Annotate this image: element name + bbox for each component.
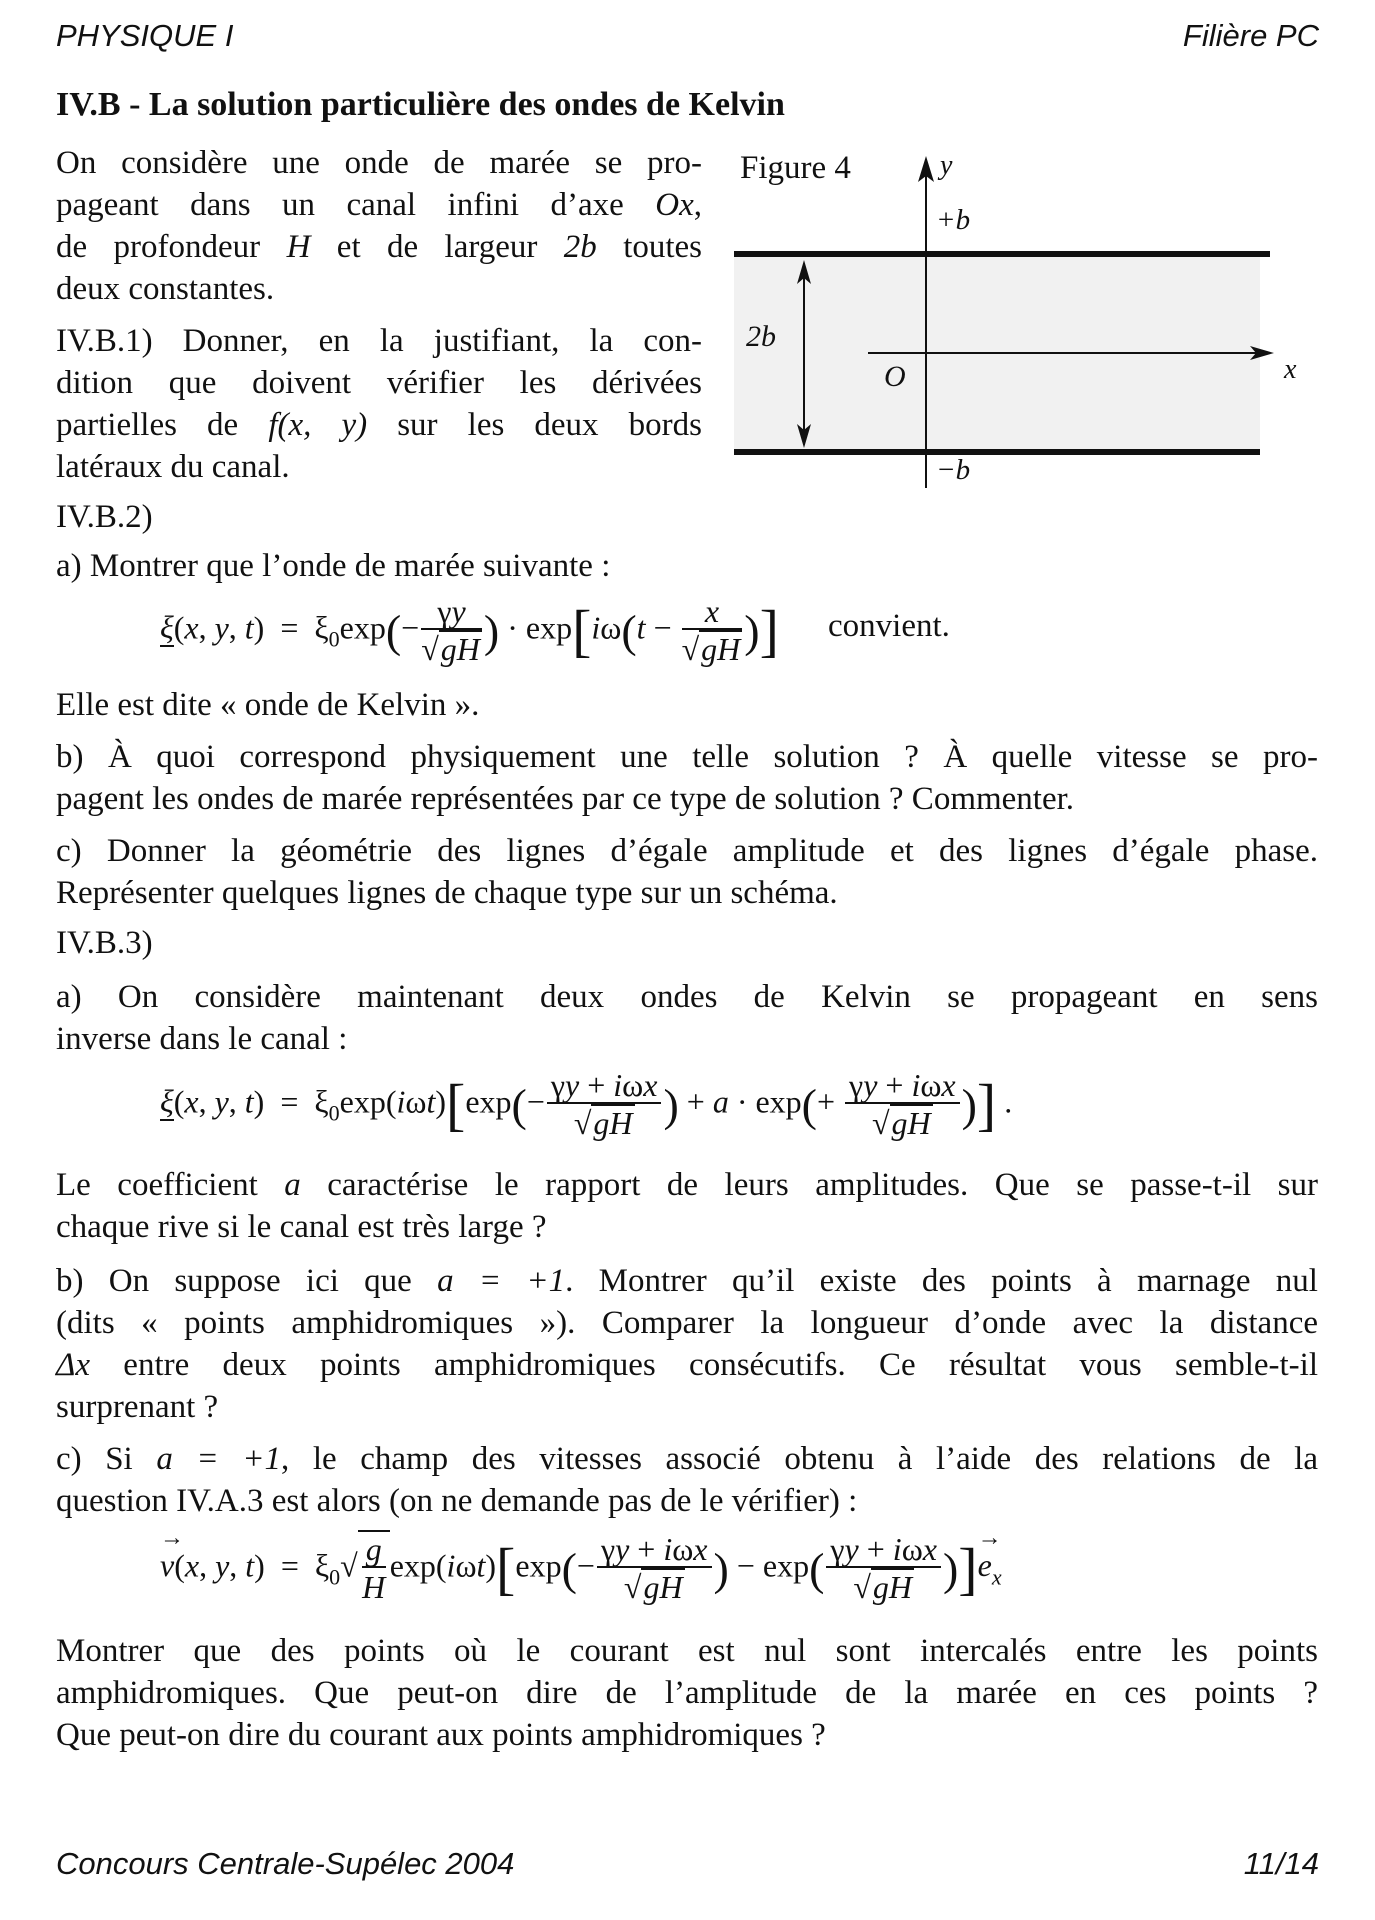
q2-b-line-2: pagent les ondes de marée représentées par ce type de solution ? Commenter. [56,781,1075,817]
final-line-1: Montrer que des points où le courant est nul sont intercalés entre les points [56,1633,1318,1669]
q3-c-line-2: question IV.A.3 est alors (on ne demande pas de le vérifier) : [56,1483,858,1519]
q2-c-line-1: c) Donner la géométrie des lignes d’égale amplitude et des lignes d’égale phase. [56,833,1318,869]
intro-line-2: pageant dans un canal infini d’axe Ox, [56,187,702,223]
x-axis-label: x [1284,354,1297,385]
q2-b-line-1: b) À quoi correspond physiquement une telle solution ? À quelle vitesse se pro- [56,739,1318,775]
q2-a-text: a) Montrer que l’onde de marée suivante : [56,548,611,584]
header-right: Filière PC [1182,18,1319,53]
q1-line-3: partielles de f(x, y) sur les deux bords [56,407,702,443]
section-title: IV.B - La solution particulière des ondes de Kelvin [56,86,785,123]
q3-b-line-1: b) On suppose ici que a = +1. Montrer qu’il existe des points à marnage nul [56,1263,1318,1299]
q2-label: IV.B.2) [56,499,153,535]
minus-b-label: −b [936,454,971,486]
figure-title: Figure 4 [740,150,851,186]
figure-4-canvas [718,148,1318,498]
intro-line-4: deux constantes. [56,271,275,307]
q3-b-line-3: Δx entre deux points amphidromiques consécutifs. Ce résultat vous semble-t-il [56,1347,1318,1383]
final-line-3: Que peut-on dire du courant aux points amphidromiques ? [56,1717,826,1753]
equation-velocity-field: → v(x, y, $t) = \xi_0√$ $\frac{g}{H}$ exp(iωt)[exp(− $\frac{\text{γy + iωx}}{√gH}$ ) − exp( $\frac{\text{γy + iωx}}{√gH}$ )]→ $e_x$ [160,1530,1002,1606]
footer-right: 11/14 [1243,1846,1319,1881]
origin-label: O [884,360,906,393]
q3-label: IV.B.3) [56,925,153,961]
q1-line-1: IV.B.1) Donner, en la justifiant, la con- [56,323,702,359]
q3-b-line-4: surprenant ? [56,1389,219,1425]
q1-line-4: latéraux du canal. [56,449,290,485]
q2-c-line-2: Représenter quelques lignes de chaque type sur un schéma. [56,875,838,911]
header-left: PHYSIQUE I [56,18,234,53]
figure-4 [718,148,1318,498]
plus-b-label: +b [936,204,971,236]
kelvin-definition: Elle est dite « onde de Kelvin ». [56,687,480,723]
intro-line-3: de profondeur H et de largeur 2b toutes [56,229,703,265]
q3-c-line-1: c) Si a = +1, le champ des vitesses associé obtenu à l’aide des relations de la [56,1441,1318,1477]
equation-kelvin-wave: ξ(x, y, $t) = \xi_0\exp(-$ $\frac{\gamma y}{√gH}$ ) · exp[iω(t − $\frac{x}{√gH}$ )] [160,593,779,667]
coef-line-2: chaque rive si le canal est très large ? [56,1209,547,1245]
final-line-2: amphidromiques. Que peut-on dire de l’amplitude de la marée en ces points ? [56,1675,1318,1711]
q3-a-line-2: inverse dans le canal : [56,1021,348,1057]
q3-b-line-2: (dits « points amphidromiques »). Comparer la longueur d’onde avec la distance [56,1305,1318,1341]
equation-two-kelvin-waves: ξ(x, y, $t) = \xi_0\exp(i\omega t)[\exp(-$ $\frac{\text{γy + iωx}}{√gH}$ ) + a · exp(+ $\frac{\text{γy + iωx}}{√gH}$ )] . [160,1067,1013,1141]
y-axis-label: y [940,150,953,181]
coef-line-1: Le coefficient a caractérise le rapport de leurs amplitudes. Que se passe-t-il sur [56,1167,1319,1203]
q1-line-2: dition que doivent vérifier les dérivées [56,365,702,401]
q3-a-line-1: a) On considère maintenant deux ondes de Kelvin se propageant en sens [56,979,1318,1015]
intro-line-1: On considère une onde de marée se pro- [56,145,702,181]
width-label: 2b [746,320,776,353]
footer-left: Concours Centrale-Supélec 2004 [56,1846,515,1881]
equation-kelvin-suffix: convient. [828,608,950,644]
